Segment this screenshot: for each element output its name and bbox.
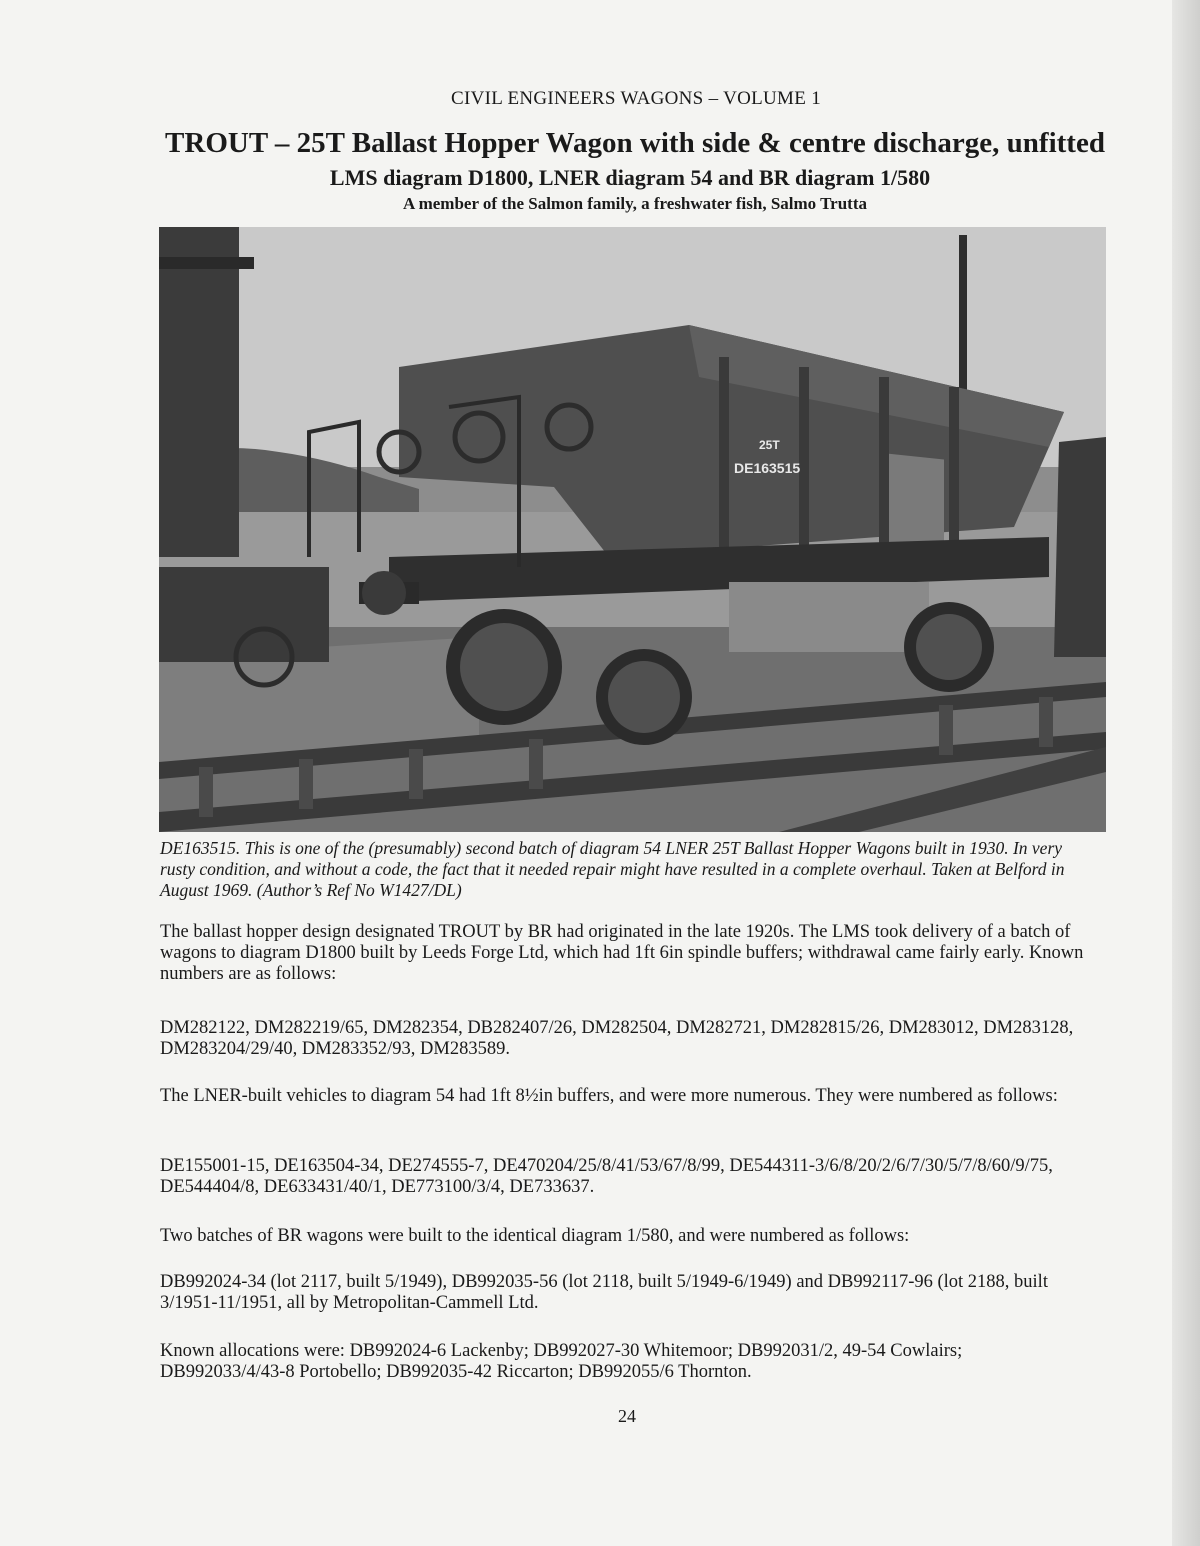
body-paragraph-4: DE155001-15, DE163504-34, DE274555-7, DE470204/25/8/41/53/67/8/99, DE544311-3/6/8/20/2/6/7/30/5/7/8/60/9/75, DE544404/8, DE633431/40/1, DE773100/3/4, DE733637. bbox=[160, 1156, 1053, 1197]
page-subtitle: LMS diagram D1800, LNER diagram 54 and BR diagram 1/580 bbox=[329, 165, 931, 190]
photo-discharge-chute bbox=[729, 582, 929, 652]
page-number: 24 bbox=[618, 1406, 636, 1426]
body-paragraph-6: DB992024-34 (lot 2117, built 5/1949), DB992035-56 (lot 2118, built 5/1949-6/1949) and DB992117-96 (lot 2188, built 3/1951-11/1951, all by Metropolitan-Cammell Ltd. bbox=[160, 1272, 1048, 1313]
wagon-marking-number: DE163515 bbox=[734, 460, 801, 476]
running-head: CIVIL ENGINEERS WAGONS – VOLUME 1 bbox=[450, 88, 821, 109]
wagon-photo-illustration bbox=[159, 227, 1106, 832]
photo-adjacent-wagon-left bbox=[159, 567, 329, 662]
body-paragraph-2: DM282122, DM282219/65, DM282354, DB282407/26, DM282504, DM282721, DM282815/26, DM283012, DM283128, DM283204/29/40, DM283352/93, DM283589. bbox=[160, 1018, 1074, 1059]
body-paragraph-7: Known allocations were: DB992024-6 Lackenby; DB992027-30 Whitemoor; DB992031/2, 49-54 Cowlairs; DB992033/4/43-8 Portobello; DB992035-42 Riccarton; DB992055/6 Thornton. bbox=[160, 1341, 963, 1382]
body-paragraph-5: Two batches of BR wagons were built to the identical diagram 1/580, and were numbered as follows: bbox=[160, 1226, 910, 1246]
body-paragraph-3: The LNER-built vehicles to diagram 54 had 1ft 8½in buffers, and were more numerous. They were numbered as follows: bbox=[160, 1086, 1058, 1106]
photo-water-tower bbox=[159, 227, 239, 557]
page-title: TROUT – 25T Ballast Hopper Wagon with side & centre discharge, unfitted bbox=[165, 127, 1105, 159]
scan-edge-shadow bbox=[1172, 0, 1200, 1546]
photo-caption: DE163515. This is one of the (presumably) second batch of diagram 54 LNER 25T Ballast Hopper Wagons built in 1930. In very rusty condition, and without a code, the fact that it needed repair might have resulted in a complete overhaul. Taken at Belford in August 1969. (Author’s Ref No W1427/DL) bbox=[160, 838, 1065, 900]
photo-adjacent-wagon-right bbox=[1054, 437, 1106, 657]
wagon-photo bbox=[159, 227, 1106, 832]
wagon-marking-capacity: 25T bbox=[759, 438, 780, 452]
body-paragraph-1: The ballast hopper design designated TROUT by BR had originated in the late 1920s. The LMS took delivery of a batch of wagons to diagram D1800 built by Leeds Forge Ltd, which had 1ft 6in spindle buffers; withdrawal came fairly early. Known numbers are as follows: bbox=[160, 922, 1084, 984]
page-subsubtitle: A member of the Salmon family, a freshwater fish, Salmo Trutta bbox=[402, 194, 867, 213]
photo-body-panel bbox=[889, 454, 944, 550]
